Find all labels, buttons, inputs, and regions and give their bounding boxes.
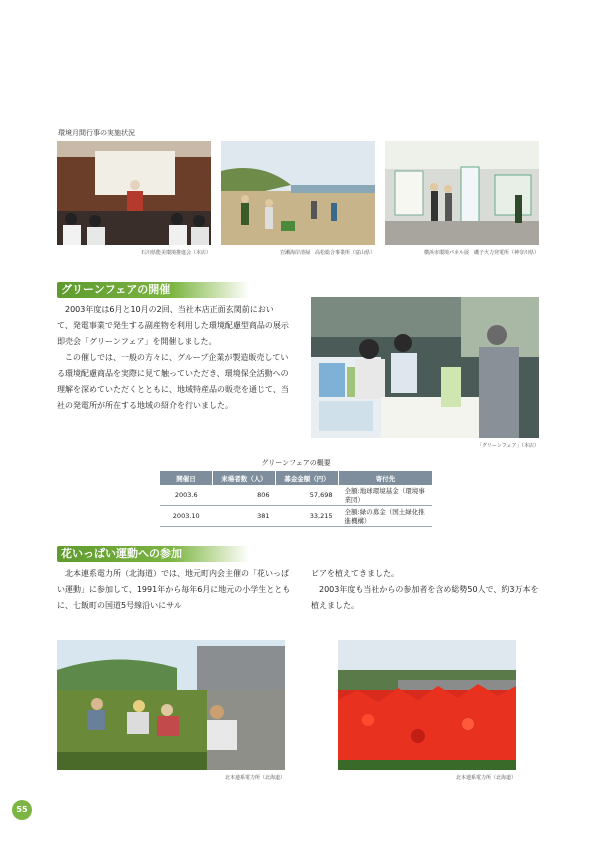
photo-caption: 北本連系電力所（北海道） <box>224 775 285 781</box>
photo-green-fair <box>311 297 539 438</box>
table-header-donation: 募金金額（円） <box>276 471 339 485</box>
section2-paragraph: 2003年度も当社からの参加者を含め総勢50人で、約3万本を植えました。 <box>311 585 539 610</box>
section2-body-right <box>311 566 539 614</box>
table-cell: 806 <box>213 485 276 506</box>
photo-caption: 石川県能美環境推進会（本店） <box>140 250 211 256</box>
photo-salvia-flowers <box>338 640 516 770</box>
table-header-date: 開催日 <box>160 471 213 485</box>
green-fair-table <box>160 471 432 527</box>
section1-paragraph: この催しでは、一般の方々に、グループ企業が製造販売している環境配慮商品を実際に見て触っていただき、環境保全活動への理解を深めていただくとともに、地域特産品の販売を通じて、当社の発電所が所在する地域の紹介を行いました。 <box>57 353 289 410</box>
section2-paragraph: 北本連系電力所（北海道）では、地元町内会主催の「花いっぱい運動」に参加して、1991年から毎年6月に地元の小学生とともに、七飯町の国道5号線沿いにサル <box>57 569 291 610</box>
table-cell: 全額:緑の募金（国土緑化推進機構） <box>339 506 433 527</box>
photo-panel-exhibition <box>385 141 539 245</box>
table-cell: 2003.6 <box>160 485 213 506</box>
table-cell: 33,215 <box>276 506 339 527</box>
table-cell: 57,698 <box>276 485 339 506</box>
table-header-recipient: 寄付先 <box>339 471 433 485</box>
section1-body <box>57 302 289 414</box>
section2-paragraph: ビアを植えてきました。 <box>311 569 399 578</box>
photo-planting <box>57 640 285 770</box>
table-row <box>160 485 432 506</box>
table-title: グリーンフェアの概要 <box>261 459 331 467</box>
top-caption: 環境月間行事の実施状況 <box>58 129 135 137</box>
photo-caption: 横浜市環境パネル展 磯子火力発電所（神奈川県） <box>423 250 539 256</box>
table-header-row <box>160 471 432 485</box>
photo-caption: 岩瀬海岸清掃 高松総合事業所（富山県） <box>279 250 375 256</box>
table-header-visitors: 来場者数（人） <box>213 471 276 485</box>
section1-paragraph: 2003年度は6月と10月の2回、当社本店正面玄関前において、発電事業で発生する副産物を利用した環境配慮型商品の展示即売会「グリーンフェア」を開催しました。 <box>57 305 289 346</box>
section2-body-left <box>57 566 291 614</box>
table-row <box>160 506 432 527</box>
page-number: 55 <box>12 800 32 820</box>
table-cell: 2003.10 <box>160 506 213 527</box>
table-cell: 全額:地球環境基金（環境事業団） <box>339 485 433 506</box>
section-title-green-fair: グリーンフェアの開催 <box>57 282 249 298</box>
section-title-flower-campaign: 花いっぱい運動への参加 <box>57 546 249 562</box>
table-cell: 381 <box>213 506 276 527</box>
photo-seminar <box>57 141 211 245</box>
photo-caption: 「グリーンフェア」（本店） <box>476 443 539 449</box>
photo-beach-cleanup <box>221 141 375 245</box>
photo-caption: 北本連系電力所（北海道） <box>455 775 516 781</box>
